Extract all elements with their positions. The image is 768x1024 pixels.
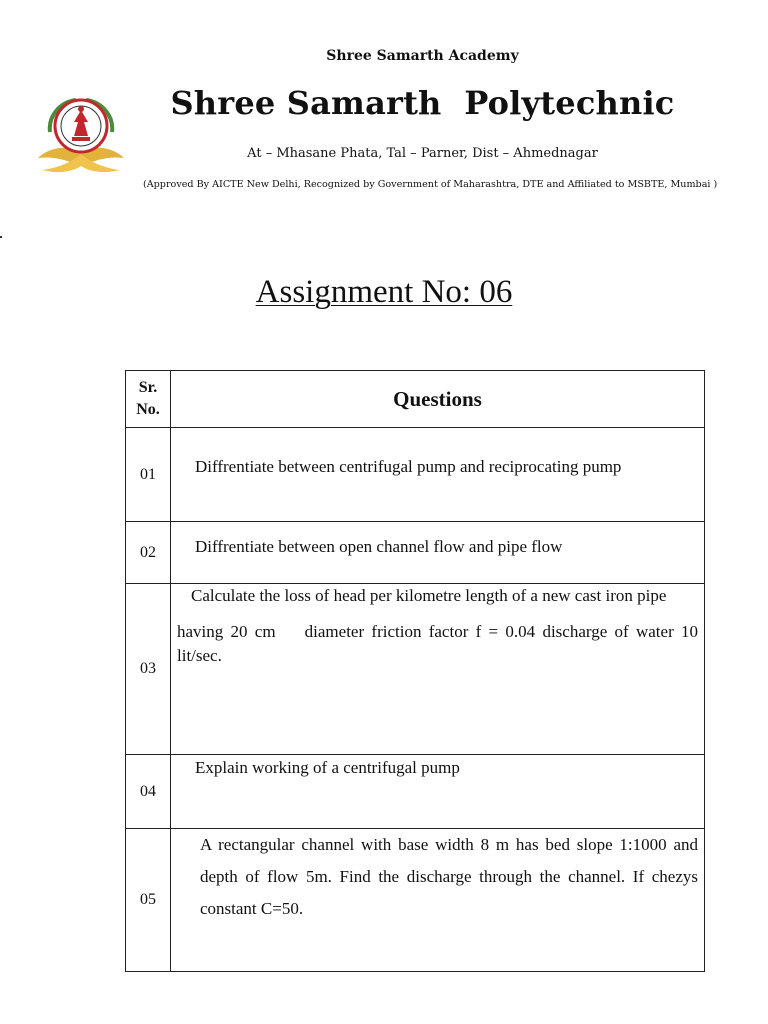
header-sr-no: Sr. No. [126,371,171,428]
question-text [171,428,705,522]
row-number: 02 [126,522,171,584]
row-number: 04 [126,755,171,829]
college-emblem-logo [36,92,126,176]
question-line: A rectangular channel with base width 8 m has bed slope 1:1000 and depth of flow 5m. Find the discharge through the channel. If chezys constant C=50. [200,835,698,918]
question-line: having 20 cm diameter friction factor f = 0.04 discharge of water 10 lit/sec. [177,622,703,665]
table-header-row [126,371,705,428]
table-row [126,584,705,755]
table-row [126,522,705,584]
row-number: 03 [126,584,171,755]
approval-note: (Approved By AICTE New Delhi, Recognized by Government of Maharashtra, DTE and Affiliated to MSBTE, Mumbai ) [143,179,718,190]
questions-table [125,370,705,972]
row-number: 05 [126,829,171,972]
header-questions: Questions [171,371,705,428]
table-row [126,755,705,829]
table-row [126,829,705,972]
table-row [126,428,705,522]
question-text [171,755,705,829]
stray-mark [0,236,2,238]
row-number: 01 [126,428,171,522]
question-text [171,584,705,755]
institute-address: At – Mhasane Phata, Tal – Parner, Dist – Ahmednagar [247,146,598,161]
question-line: Calculate the loss of head per kilometre length of a new cast iron pipe [191,586,667,605]
question-line: Diffrentiate between open channel flow and pipe flow [195,537,563,556]
question-text [171,522,705,584]
academy-name: Shree Samarth Academy [326,48,519,64]
assignment-title: Assignment No: 06 [255,274,513,310]
institute-title: Shree Samarth Polytechnic [170,84,675,122]
question-text [171,829,705,972]
question-line: Diffrentiate between centrifugal pump and reciprocating pump [195,457,622,476]
question-line: Explain working of a centrifugal pump [195,758,460,777]
